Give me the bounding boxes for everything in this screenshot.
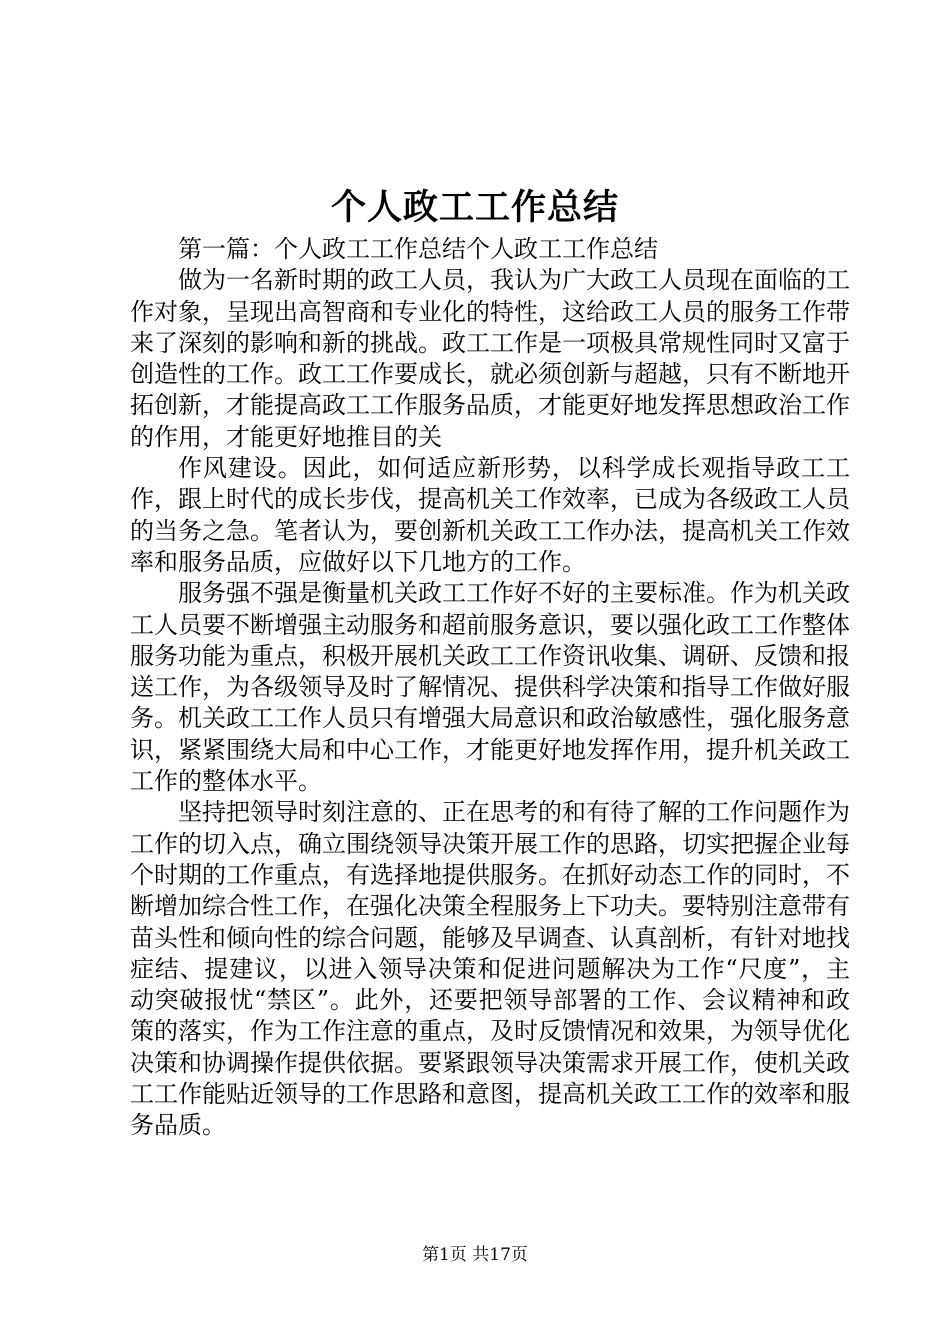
paragraph: 服务强不强是衡量机关政工工作好不好的主要标准。作为机关政工人员要不断增强主动服务和超前服务意识，要以强化政工工作整体服务功能为重点，积极开展机关政工工作资讯收集、调研、反馈和报送工作，为各级领导及时了解情况、提供科学决策和指导工作做好服务。机关政工工作人员只有增强大局意识和政治敏感性，强化服务意识，紧紧围绕大局和中心工作，才能更好地发挥作用，提升机关政工工作的整体水平。 (130, 579, 850, 796)
paragraph: 做为一名新时期的政工人员，我认为广大政工人员现在面临的工作对象，呈现出高智商和专业化的特性，这给政工人员的服务工作带来了深刻的影响和新的挑战。政工工作是一项极具常规性同时又富于创造性的工作。政工工作要成长，就必须创新与超越，只有不断地开拓创新，才能提高政工工作服务品质，才能更好地发挥思想政治工作的作用，才能更好地推目的关 (130, 266, 850, 451)
paragraph: 作风建设。因此，如何适应新形势，以科学成长观指导政工工作，跟上时代的成长步伐，提高机关工作效率，已成为各级政工人员的当务之急。笔者认为，要创新机关政工工作办法，提高机关工作效率和服务品质，应做好以下几地方的工作。 (130, 454, 850, 576)
paragraph: 第一篇：个人政工工作总结个人政工工作总结 (178, 235, 658, 263)
paragraph: 坚持把领导时刻注意的、正在思考的和有待了解的工作问题作为工作的切入点，确立围绕领导决策开展工作的思路，切实把握企业每个时期的工作重点，有选择地提供服务。在抓好动态工作的同时，不断增加综合性工作，在强化决策全程服务上下功夫。要特别注意带有苗头性和倾向性的综合问题，能够及早调查、认真剖析，有针对地找症结、提建议，以进入领导决策和促进问题解决为工作“尺度”，主动突破报忧“禁区”。此外，还要把领导部署的工作、会议精神和政策的落实，作为工作注意的重点，及时反馈情况和效果，为领导优化决策和协调操作提供依据。要紧跟领导决策需求开展工作，使机关政工工作能贴近领导的工作思路和意图，提高机关政工工作的效率和服务品质。 (130, 798, 850, 1140)
document-title: 个人政工工作总结 (330, 187, 619, 228)
page-footer: 第1页 共17页 (422, 1245, 528, 1265)
document-body (130, 234, 850, 1142)
